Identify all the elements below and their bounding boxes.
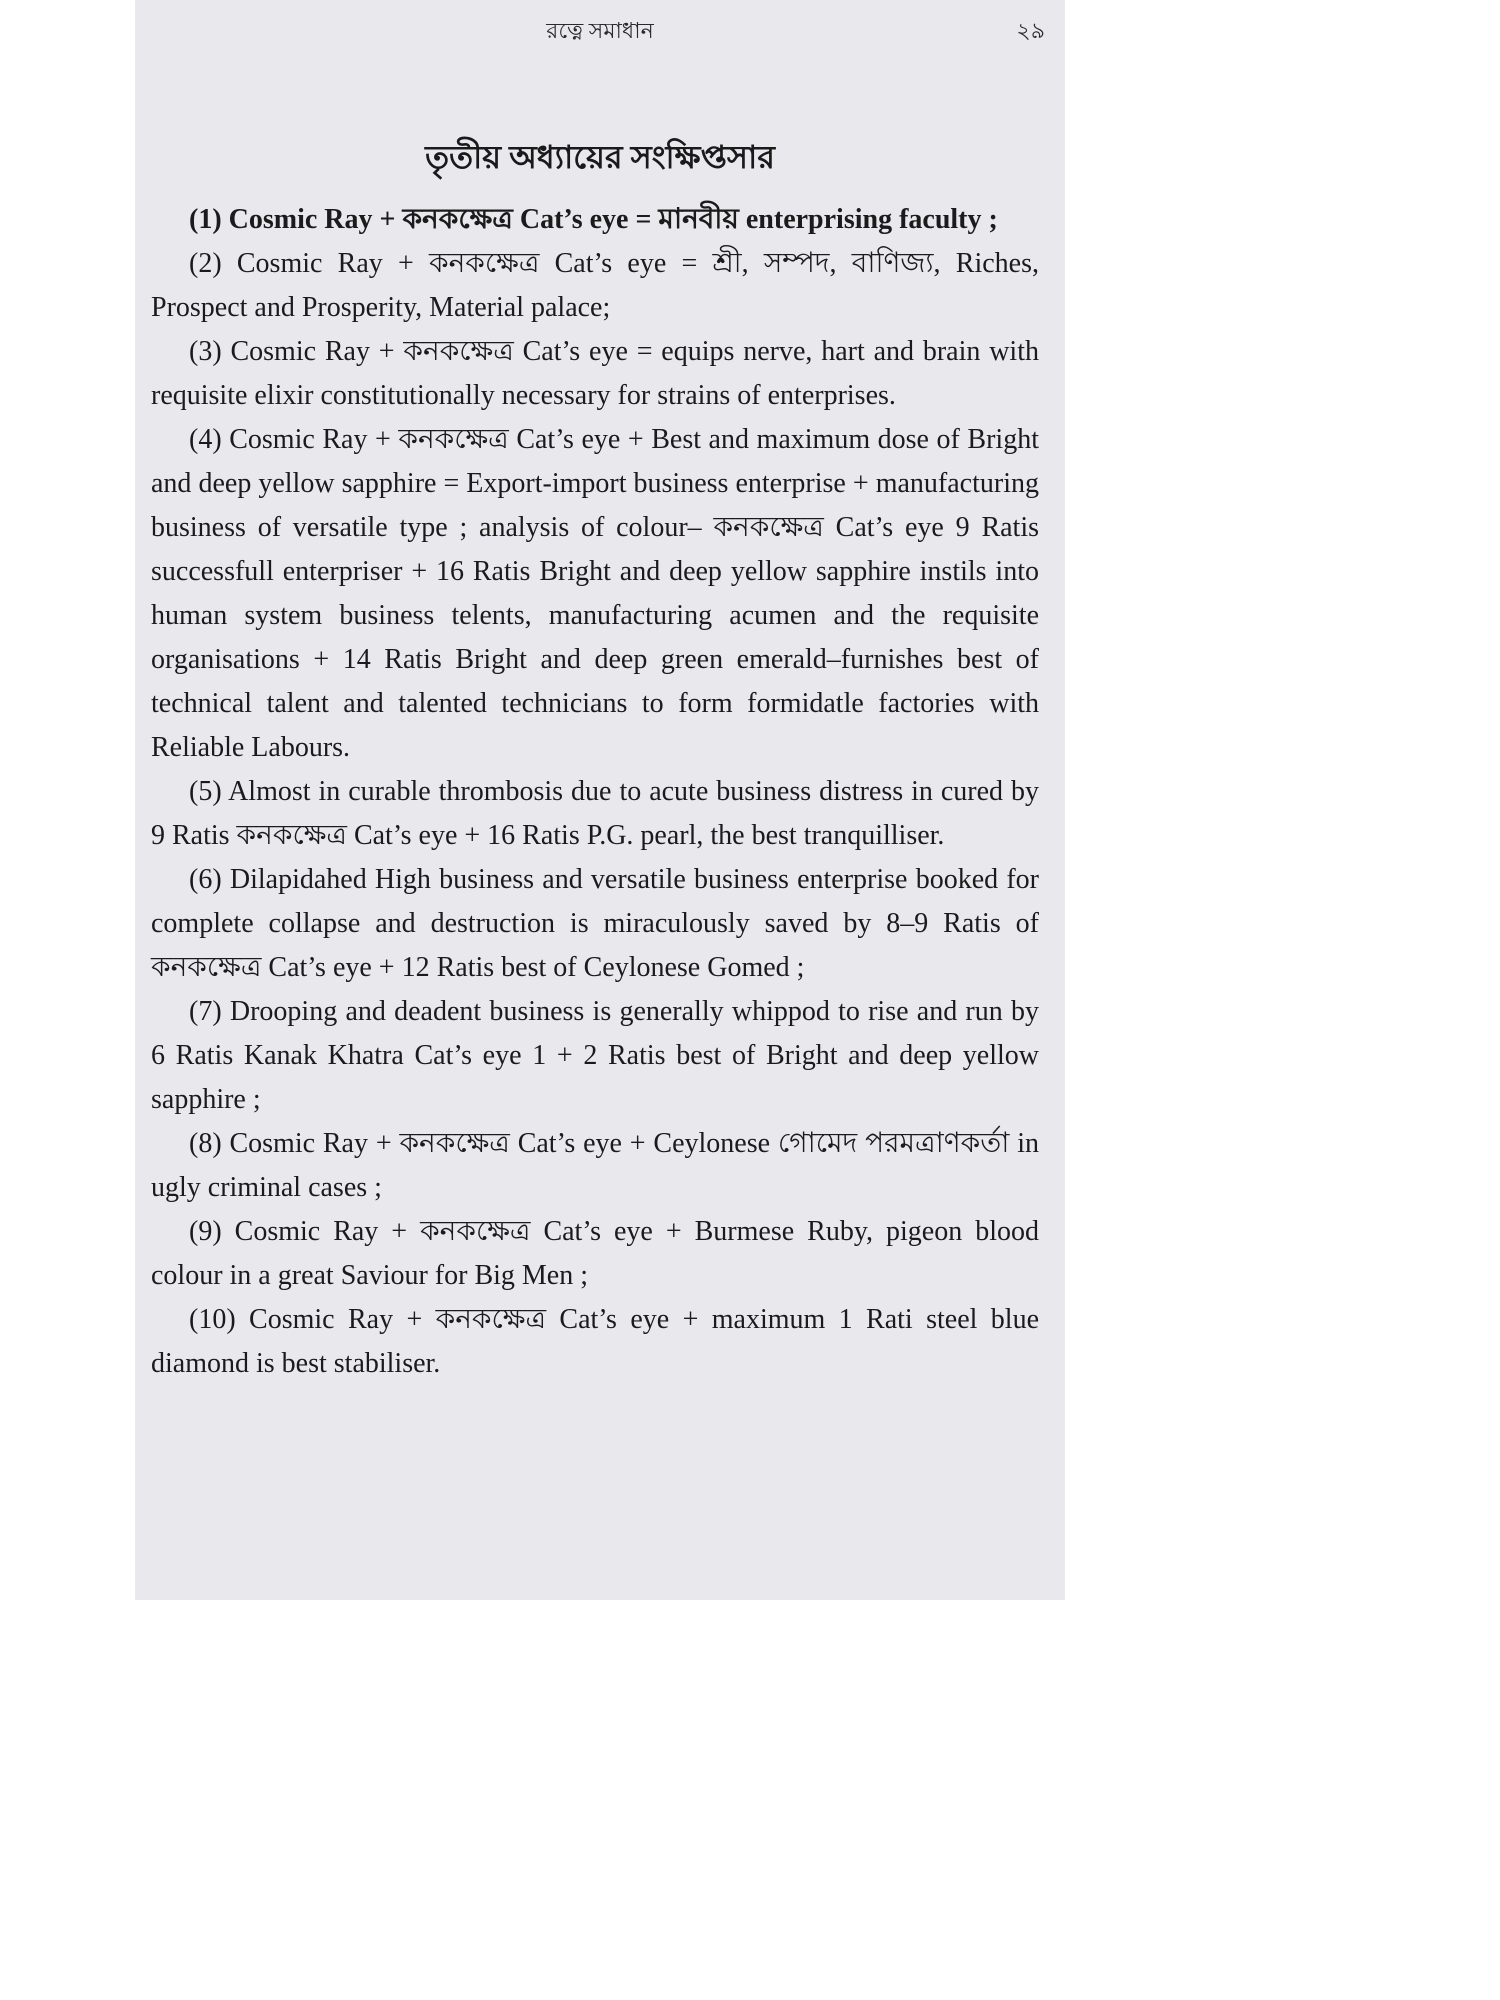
book-page [135, 0, 1065, 1600]
summary-item-6: (6) Dilapidahed High business and versatile business enterprise booked for complete collapse and destruction is miraculously saved by 8–9 Ratis of কনকক্ষেত্র Cat’s eye + 12 Ratis best of Ceylonese Gomed ; [151, 864, 1039, 983]
summary-item-10: (10) Cosmic Ray + কনকক্ষেত্র Cat’s eye + maximum 1 Rati steel blue diamond is best stabiliser. [151, 1304, 1039, 1379]
summary-item-8: (8) Cosmic Ray + কনকক্ষেত্র Cat’s eye + Ceylonese গোমেদ পরমত্রাণকর্তা in ugly criminal cases ; [151, 1128, 1039, 1203]
right-margin [1065, 0, 1200, 1600]
summary-item-9: (9) Cosmic Ray + কনকক্ষেত্র Cat’s eye + Burmese Ruby, pigeon blood colour in a great Saviour for Big Men ; [151, 1216, 1039, 1291]
summary-item-1: (1) Cosmic Ray + কনকক্ষেত্র Cat’s eye = মানবীয় enterprising faculty ; [189, 204, 998, 235]
left-margin [0, 0, 135, 1600]
page-number: ২৯ [1016, 18, 1045, 43]
running-title: রত্নে সমাধান [546, 18, 654, 43]
summary-item-7: (7) Drooping and deadent business is generally whippod to rise and run by 6 Ratis Kanak Khatra Cat’s eye 1 + 2 Ratis best of Bright and deep yellow sapphire ; [151, 996, 1039, 1115]
page-header [135, 14, 1065, 54]
summary-item-3: (3) Cosmic Ray + কনকক্ষেত্র Cat’s eye = equips nerve, hart and brain with requisite elixir constitutionally necessary for strains of enterprises. [151, 336, 1039, 411]
chapter-title: তৃতীয় অধ্যায়ের সংক্ষিপ্তসার [425, 139, 775, 175]
summary-item-5: (5) Almost in curable thrombosis due to acute business distress in cured by 9 Ratis কনকক্ষেত্র Cat’s eye + 16 Ratis P.G. pearl, the best tranquilliser. [151, 776, 1039, 851]
summary-item-4: (4) Cosmic Ray + কনকক্ষেত্র Cat’s eye + Best and maximum dose of Bright and deep yellow sapphire = Export-import business enterprise + manufacturing business of versatile type ; analysis of colour– কনকক্ষেত্র Cat’s eye 9 Ratis successfull enterpriser + 16 Ratis Bright and deep yellow sapphire instils into human system business telents, manufacturing acumen and the requisite organisations + 14 Ratis Bright and deep green emerald–furnishes best of technical talent and talented technicians to form formidatle factories with Reliable Labours. [151, 424, 1039, 763]
summary-item-2: (2) Cosmic Ray + কনকক্ষেত্র Cat’s eye = শ্রী, সম্পদ, বাণিজ্য, Riches, Prospect and Prosperity, Material palace; [151, 248, 1039, 323]
summary-content [151, 198, 1039, 1386]
